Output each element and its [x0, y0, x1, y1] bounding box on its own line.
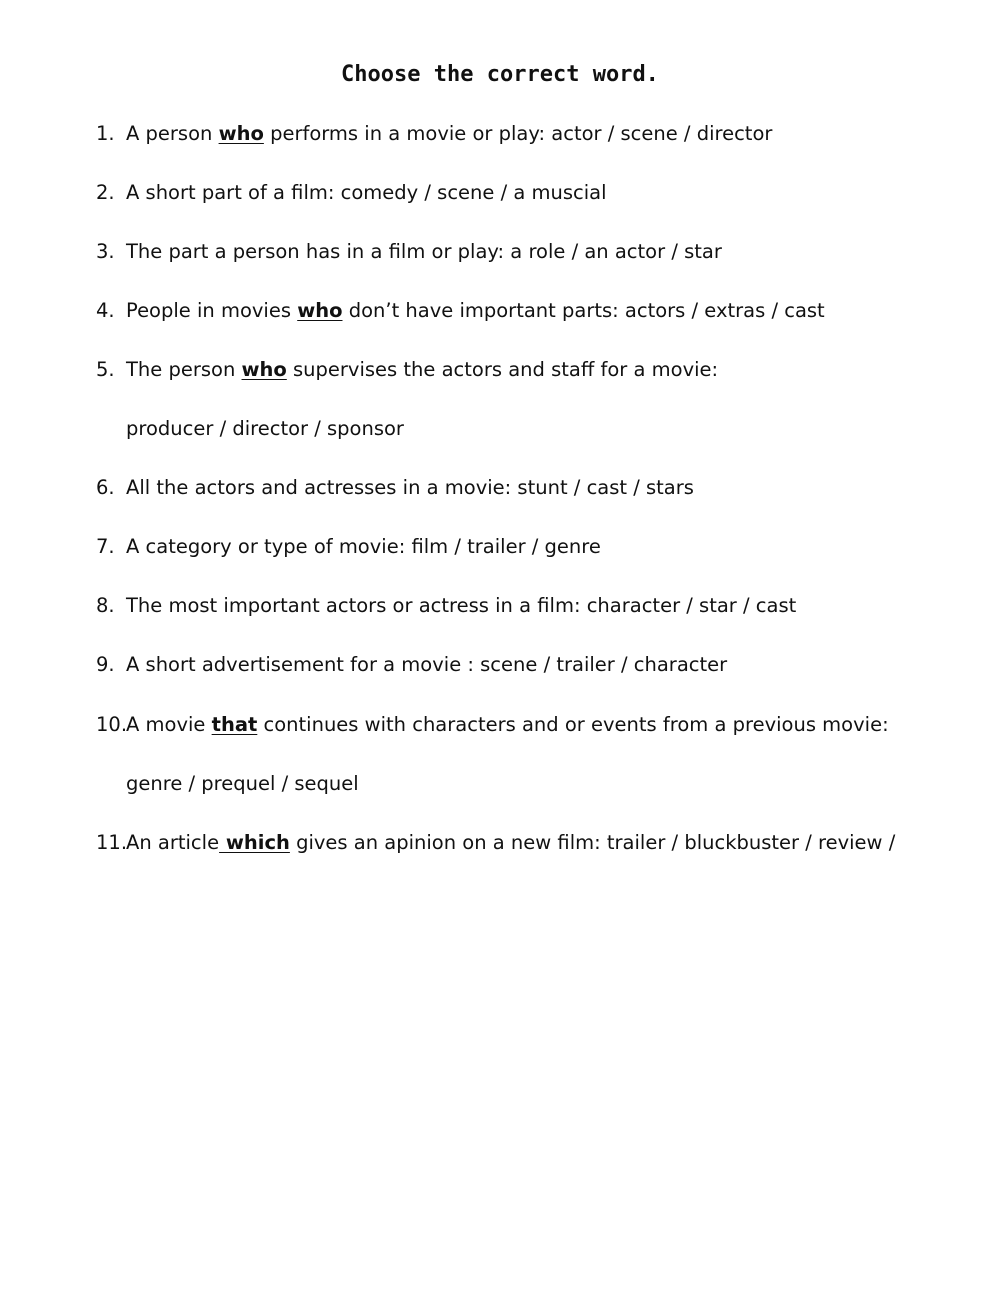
answer-options: genre / prequel / sequel	[126, 772, 359, 795]
question-text: An article which gives an apinion on a new film: trailer / bluckbuster / review /	[126, 831, 896, 854]
question-text: A movie that continues with characters and or events from a previous movie:	[126, 713, 889, 736]
question-number: 3.	[96, 240, 115, 263]
relative-pronoun: who	[218, 122, 264, 145]
relative-pronoun: who	[241, 358, 287, 381]
question-number: 6.	[96, 476, 115, 499]
question-number: 7.	[96, 535, 115, 558]
question-number: 2.	[96, 181, 115, 204]
question-text: All the actors and actresses in a movie: stunt / cast / stars	[126, 476, 694, 499]
question-number: 1.	[96, 122, 115, 145]
question-number: 9.	[96, 653, 115, 676]
question-number: 11.	[96, 831, 128, 854]
question-number: 8.	[96, 594, 115, 617]
question-number: 5.	[96, 358, 115, 381]
question-text: A person who performs in a movie or play: actor / scene / director	[126, 122, 773, 145]
question-text: The person who supervises the actors and staff for a movie:	[126, 358, 719, 381]
answer-options: producer / director / sponsor	[126, 417, 404, 440]
question-text: The part a person has in a film or play: a role / an actor / star	[126, 240, 722, 263]
question-text: A short part of a film: comedy / scene / a muscial	[126, 181, 607, 204]
relative-pronoun: which	[219, 831, 290, 854]
question-number: 4.	[96, 299, 115, 322]
worksheet-title: Choose the correct word.	[341, 62, 659, 87]
question-number: 10.	[96, 713, 128, 736]
relative-pronoun: who	[297, 299, 343, 322]
relative-pronoun: that	[211, 713, 258, 736]
question-text: A short advertisement for a movie : scene / trailer / character	[126, 653, 728, 676]
question-text: People in movies who don’t have important parts: actors / extras / cast	[126, 299, 825, 322]
question-text: The most important actors or actress in a film: character / star / cast	[126, 594, 797, 617]
question-text: A category or type of movie: film / trailer / genre	[126, 535, 601, 558]
